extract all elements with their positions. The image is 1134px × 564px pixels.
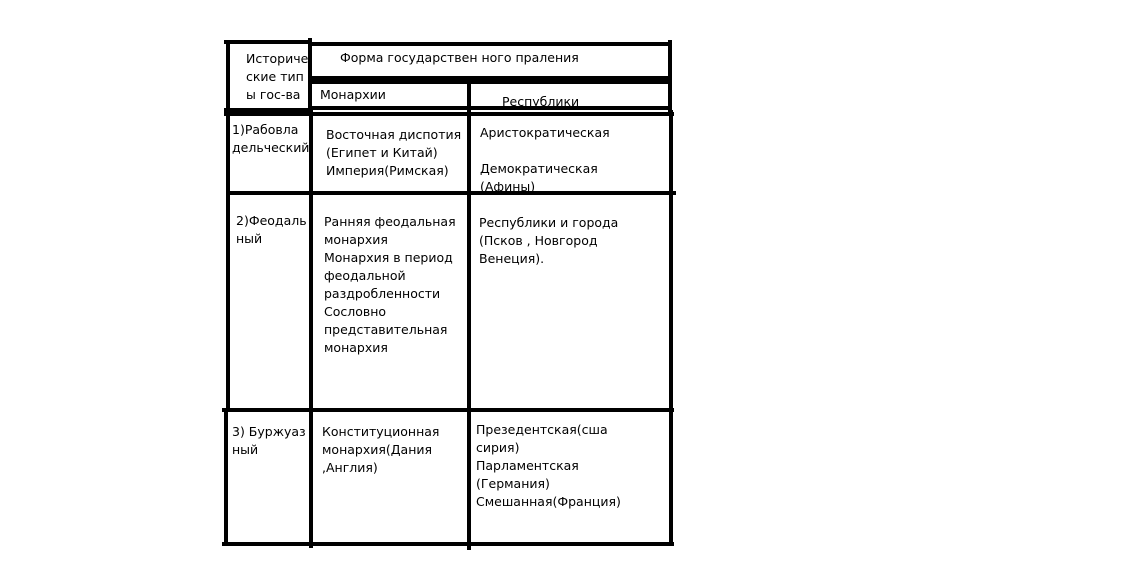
cell-line: Монархия в период (324, 250, 453, 265)
row3-type (232, 423, 306, 459)
header-col-line: ы гос-ва (246, 87, 301, 102)
cell-line: (Псков , Новгород (479, 233, 598, 248)
header-form-of-government: Форма государствен ного праления (340, 50, 579, 65)
cell-line: монархия (324, 232, 388, 247)
row2-type (236, 212, 307, 248)
cell-line: монархия(Дания (322, 442, 433, 457)
cell-line: (Германия) (476, 476, 550, 491)
cell-line: Восточная диспотия (326, 127, 462, 142)
row2-monarchy (324, 213, 456, 357)
cell-line: раздробленности (324, 286, 441, 301)
cell-line: Презедентская(сша (476, 422, 608, 437)
cell-line: представительная (324, 322, 448, 337)
header-col-line: ские тип (246, 69, 304, 84)
cell-line: Конституционная (322, 424, 440, 439)
cell-line: Империя(Римская) (326, 163, 449, 178)
row-type-line: ный (236, 231, 263, 246)
row-type-line: 2)Феодаль (236, 213, 307, 228)
cell-line: Смешанная(Франция) (476, 494, 621, 509)
header-monarchy: Монархии (320, 87, 386, 102)
header-republic: Республики (502, 94, 580, 109)
cell-line: феодальной (324, 268, 406, 283)
cell-line-blank (480, 142, 610, 160)
row3-republic (476, 421, 621, 511)
cell-line: Аристократическая (480, 125, 610, 140)
row2-republic (479, 214, 618, 268)
cell-line: Ранняя феодальная (324, 214, 456, 229)
cell-line: Венеция). (479, 251, 545, 266)
cell-line: монархия (324, 340, 388, 355)
row3-monarchy (322, 423, 439, 477)
row1-republic (480, 124, 610, 196)
row-type-line: ный (232, 442, 259, 457)
cell-line: Сословно (324, 304, 387, 319)
cell-line: сирия) (476, 440, 520, 455)
header-historical-types (246, 50, 308, 104)
row1-monarchy (326, 126, 461, 180)
row-type-line: дельческий (232, 140, 310, 155)
row1-type (232, 121, 309, 157)
cell-line: (Египет и Китай) (326, 145, 438, 160)
row-type-line: 1)Рабовла (232, 122, 299, 137)
cell-line: ,Англия) (322, 460, 378, 475)
cell-line: Республики и города (479, 215, 619, 230)
cell-line: Демократическая (480, 161, 598, 176)
cell-line: (Афины) (480, 179, 536, 194)
row-type-line: 3) Буржуаз (232, 424, 306, 439)
cell-line: Парламентская (476, 458, 579, 473)
header-col-line: Историче (246, 51, 309, 66)
